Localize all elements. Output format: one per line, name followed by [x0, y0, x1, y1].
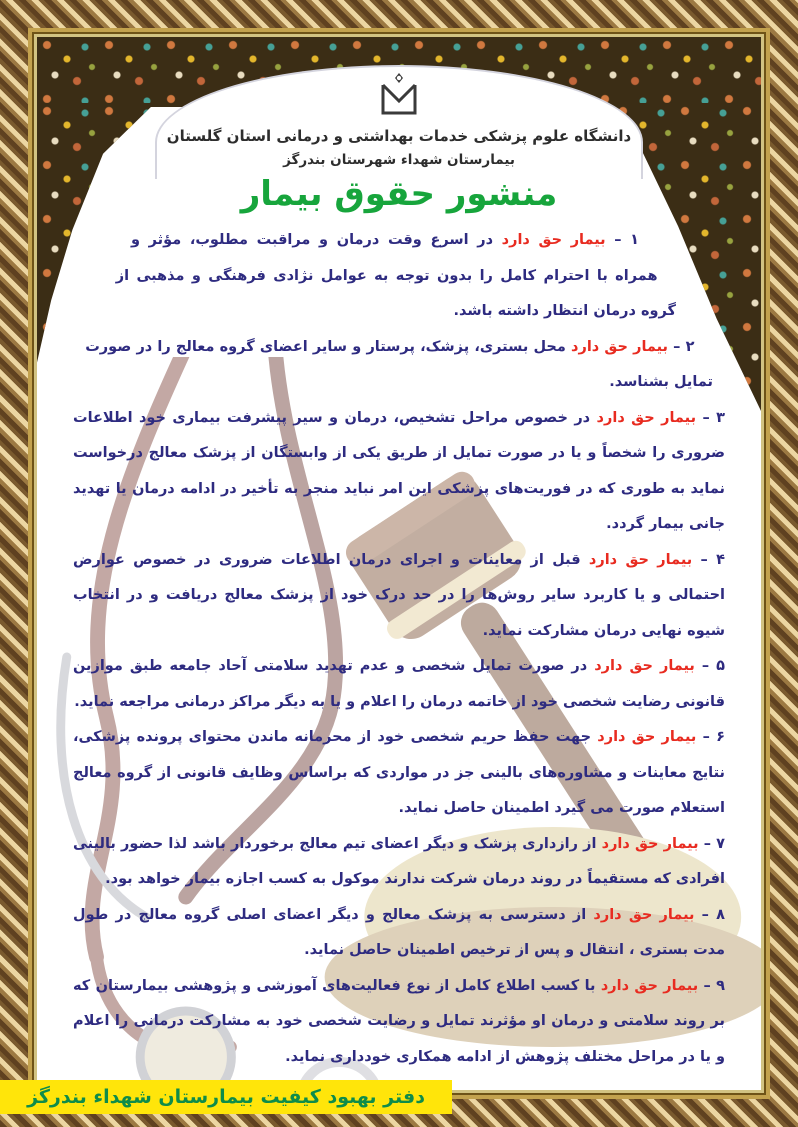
item-number: [687, 1084, 725, 1085]
item-number: ۹ –: [698, 977, 725, 994]
health-ministry-logo-icon: [377, 71, 421, 121]
charter-item-1: [73, 223, 725, 330]
item-body-text: جهت حفظ حریم شخصی خود از محرمانه ماندن محتوای پرونده پزشکی، نتایج معاینات و مشاوره‌های بالینی جز در مواردی که براساس وظایف قانونی از گروه معالج استعلام صورت می گیرد اطمینان حاصل نماید.: [73, 729, 725, 817]
charter-item-2: [73, 330, 725, 401]
item-body-text: از دسترسی به پزشک معالج و دیگر اعضای اصلی گروه معالج در طول مدت بستری ، انتقال و پس از ترخیص اطمینان حاصل نماید.: [73, 906, 725, 959]
charter-item-6: [73, 720, 725, 827]
patient-right-highlight: بیمار حق دارد: [493, 232, 606, 249]
hospital-name: بیمارستان شهداء شهرستان بندرگز: [283, 152, 515, 168]
item-body-text: در صورت تمایل شخصی و عدم تهدید سلامتی آحاد جامعه طبق موازین قانونی رضایت شخصی خود از خاتمه درمان را اعلام و یا به دیگر مراکز درمانی مراجعه نماید.: [73, 658, 725, 710]
footer-text: دفتر بهبود کیفیت بیمارستان شهداء بندرگز: [27, 1086, 425, 1108]
item-body-text: در خصوص مراحل تشخیص، درمان و سیر پیشرفت بیماری خود اطلاعات ضروری را شخصاً و یا در صورت تمایل از طریق یکی از وابستگان از پزشک معالج درخواست نماید به طوری که در فوریت‌های پزشکی این امر نباید منجر به تأخیر در ادامه درمان یا تهدید جانی بیمار گردد.: [73, 409, 725, 533]
item-number: ۲ –: [668, 338, 695, 355]
charter-title: منشور حقوق بیمار: [240, 174, 558, 214]
item-number: ۴ –: [692, 551, 725, 568]
item-number: ۷ –: [698, 835, 725, 852]
item-number: ۵ –: [694, 658, 725, 675]
patient-right-highlight: بیمار حق دارد: [595, 977, 699, 994]
poster-header: [37, 37, 761, 213]
charter-items-list: [73, 223, 725, 1085]
patient-right-highlight: بیمار حق دارد: [587, 658, 695, 675]
charter-item-5: [73, 649, 725, 720]
patient-right-highlight: [581, 1084, 687, 1085]
item-number: ۱ –: [605, 232, 639, 249]
patient-right-highlight: بیمار حق دارد: [580, 551, 693, 568]
charter-item-4: [73, 543, 725, 650]
item-body-text: قبل از معاینات و اجرای درمان اطلاعات ضروری در خصوص عوارض احتمالی و یا کاربرد سایر روش‌ها را در حد درک خود از پزشک معالج دریافت و در انتخاب شیوه نهایی درمان مشارکت نماید.: [73, 551, 725, 639]
gold-frame-inner: [34, 34, 764, 1093]
charter-item-3: [73, 401, 725, 543]
patient-right-highlight: بیمار حق دارد: [565, 338, 668, 355]
gold-frame-mid: [32, 32, 766, 1095]
patient-right-highlight: بیمار حق دارد: [591, 729, 697, 746]
item-body-text: محل بستری، پزشک، پرستار و سایر اعضای گروه معالج را در صورت تمایل بشناسد.: [85, 338, 713, 391]
footer-bar: [0, 1080, 452, 1114]
item-body-text: در اسرع وقت درمان و مراقبت مطلوب، مؤثر و همراه با احترام کامل را بدون توجه به عوامل نژادی فرهنگی و مذهبی از گروه درمان انتظار داشته باشد.: [115, 232, 676, 320]
patient-right-highlight: بیمار حق دارد: [586, 906, 695, 923]
university-name: دانشگاه علوم پزشکی خدمات بهداشتی و درمانی استان گلستان: [166, 127, 632, 145]
patient-right-highlight: بیمار حق دارد: [596, 835, 699, 852]
gold-frame-outer: [28, 28, 770, 1099]
poster-content-area: [37, 37, 761, 1090]
item-number: ۸ –: [694, 906, 725, 923]
item-body-text: با کسب اطلاع کامل از نوع فعالیت‌های آموزشی و پژوهشی بیمارستان که بر روند سلامتی و درمان او مؤثرند تمایل و رضایت شخصی خود به مشارکت درمانی را اعلام و یا در مراحل مختلف پژوهش از ادامه همکاری خودداری نماید.: [73, 977, 725, 1065]
item-body-text: از رازداری پزشک و دیگر اعضای تیم معالج برخوردار باشد لذا حضور بالینی افرادی که مستقیماً در روند درمان شرکت ندارند موکول به کسب اجازه بیمار خواهد بود.: [73, 835, 725, 888]
patient-right-highlight: بیمار حق دارد: [590, 409, 697, 426]
charter-item-8: [73, 898, 725, 969]
charter-item-9: [73, 969, 725, 1076]
item-number: ۶ –: [696, 729, 725, 746]
item-number: ۳ –: [696, 409, 725, 426]
charter-item-7: [73, 827, 725, 898]
